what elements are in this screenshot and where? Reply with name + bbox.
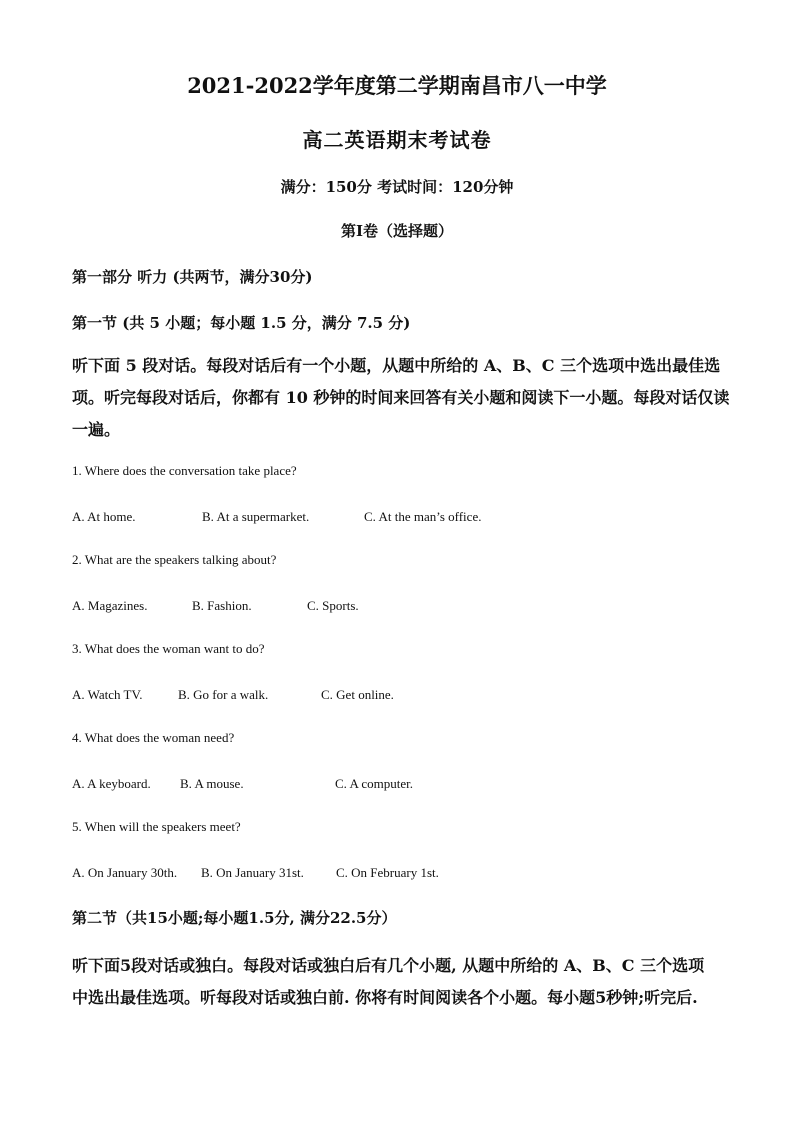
- exam-title: 2021-2022学年度第二学期南昌市八一中学: [187, 73, 607, 98]
- question-5: 5. When will the speakers meet?: [72, 819, 241, 834]
- section2-instruction-line: 听下面5段对话或独白。每段对话或独白后有几个小题, 从题中所给的 A、B、C 三个选项: [72, 956, 705, 975]
- question-1: 1. Where does the conversation take place?: [72, 463, 297, 478]
- option-a: A. On January 30th.: [72, 865, 178, 880]
- option-a: A. Magazines.: [72, 598, 148, 613]
- option-b: B. On January 31st.: [201, 865, 304, 880]
- option-b: B. Fashion.: [192, 598, 252, 613]
- section1-instruction-line: 一遍。: [72, 420, 121, 439]
- question-3: 3. What does the woman want to do?: [72, 641, 265, 656]
- option-a: A. A keyboard.: [72, 776, 151, 791]
- exam-subtitle: 高二英语期末考试卷: [302, 128, 492, 152]
- question-2-options: [0, 598, 794, 616]
- option-c: C. Get online.: [321, 687, 394, 702]
- section2-instruction-line: 中选出最佳选项。听每段对话或独白前. 你将有时间阅读各个小题。每小题5秒钟;听完后.: [72, 988, 698, 1007]
- option-b: B. A mouse.: [180, 776, 244, 791]
- option-c: C. At the man’s office.: [364, 509, 482, 524]
- volume-heading: 第I卷（选择题）: [340, 222, 454, 240]
- question-4: 4. What does the woman need?: [72, 730, 235, 745]
- option-a: A. At home.: [72, 509, 136, 524]
- section1-instruction-line: 项。听完每段对话后，你都有 10 秒钟的时间来回答有关小题和阅读下一小题。每段对话仅读: [72, 388, 730, 407]
- section2-heading: 第二节（共15小题;每小题1.5分, 满分22.5分）: [72, 909, 397, 927]
- option-b: B. Go for a walk.: [178, 687, 269, 702]
- option-b: B. At a supermarket.: [202, 509, 310, 524]
- section1-heading: 第一节 (共 5 小题；每小题 1.5 分，满分 7.5 分): [72, 314, 411, 332]
- option-c: C. A computer.: [335, 776, 413, 791]
- question-5-options: [0, 865, 794, 883]
- option-c: C. Sports.: [307, 598, 359, 613]
- question-1-options: [0, 509, 794, 527]
- part1-heading: 第一部分 听力 (共两节，满分30分): [72, 268, 313, 286]
- option-c: C. On February 1st.: [336, 865, 439, 880]
- question-2: 2. What are the speakers talking about?: [72, 552, 277, 567]
- question-4-options: [0, 776, 794, 794]
- exam-meta: 满分：150分 考试时间：120分钟: [280, 178, 514, 196]
- option-a: A. Watch TV.: [72, 687, 143, 702]
- section1-instruction-line: 听下面 5 段对话。每段对话后有一个小题，从题中所给的 A、B、C 三个选项中选出最佳选: [72, 356, 721, 375]
- question-3-options: [0, 687, 794, 705]
